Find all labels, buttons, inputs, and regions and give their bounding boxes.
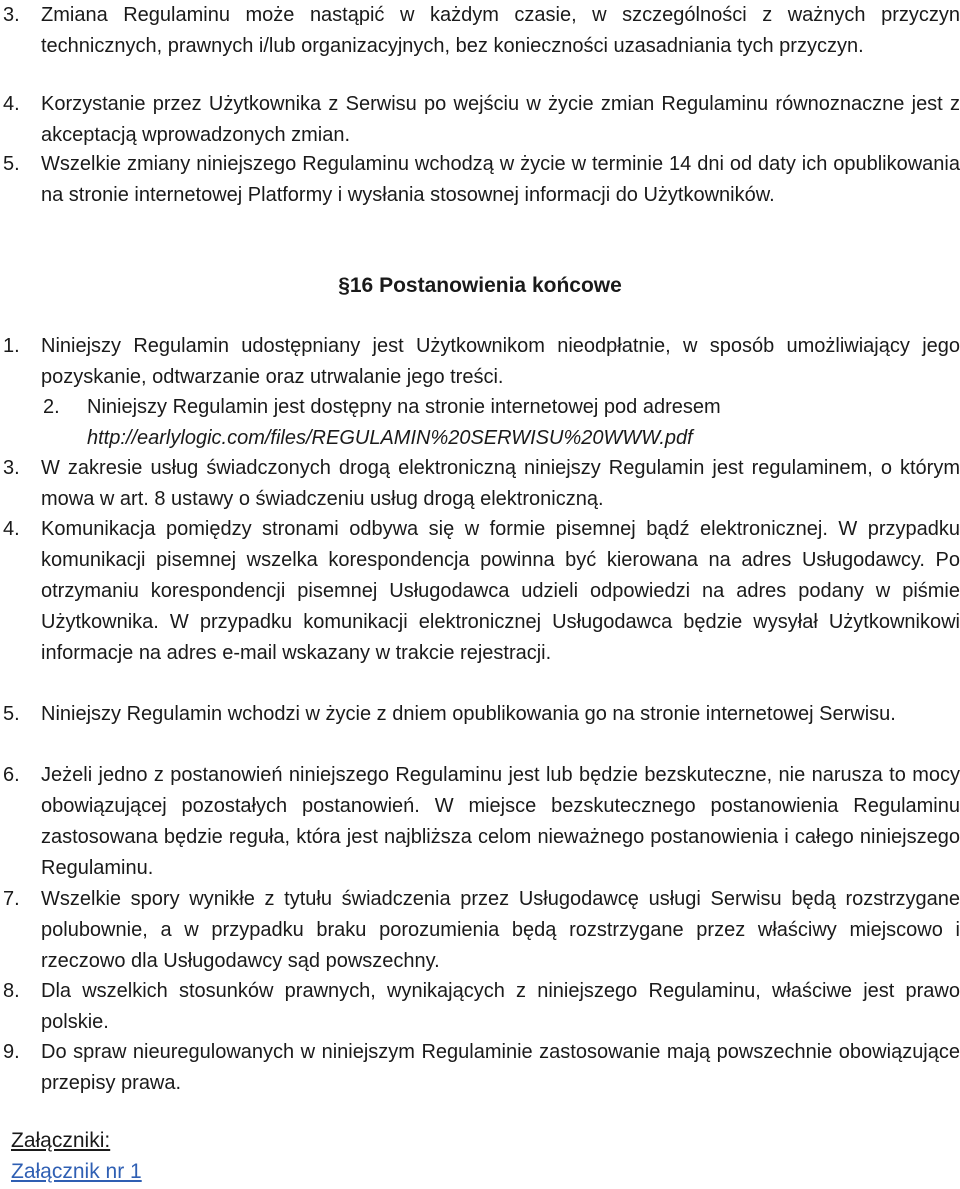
- list-item: [3, 1037, 960, 1099]
- list-item: [3, 699, 960, 730]
- item-number: 2.: [43, 396, 60, 418]
- item-number: 4.: [3, 518, 20, 540]
- list-item: [3, 331, 960, 393]
- regulamin-url: http://earlylogic.com/files/REGULAMIN%20SERWISU%20WWW.pdf: [87, 427, 693, 449]
- item-text: Korzystanie przez Użytkownika z Serwisu po wejściu w życie zmian Regulaminu równoznaczne jest z akceptacją wprowadzonych zmian.: [41, 93, 960, 146]
- list-item: [43, 392, 960, 454]
- attachments-label: Załączniki:: [11, 1129, 111, 1152]
- list-item: [3, 453, 960, 515]
- section-heading: §16 Postanowienia końcowe: [338, 274, 622, 297]
- list-item: [3, 89, 960, 151]
- item-number: 3.: [3, 457, 20, 479]
- list-item: [3, 884, 960, 977]
- item-text: Niniejszy Regulamin udostępniany jest Użytkownikom nieodpłatnie, w sposób umożliwiający jego pozyskanie, odtwarzanie oraz utrwalanie jego treści.: [41, 335, 960, 388]
- list-item: [3, 760, 960, 884]
- list-item: [3, 514, 960, 669]
- item-number: 3.: [3, 4, 20, 26]
- item-number: 5.: [3, 153, 20, 175]
- item-text: W zakresie usług świadczonych drogą elektroniczną niniejszy Regulamin jest regulaminem, o którym mowa w art. 8 ustawy o świadczeniu usług drogą elektroniczną.: [41, 457, 960, 510]
- list-item: [3, 149, 960, 211]
- attachment-link[interactable]: Załącznik nr 1: [11, 1160, 142, 1183]
- list-item: [3, 976, 960, 1038]
- item-text-wrap: [87, 392, 960, 454]
- list-item: [3, 0, 960, 62]
- item-text: Niniejszy Regulamin wchodzi w życie z dniem opublikowania go na stronie internetowej Serwisu.: [41, 703, 896, 725]
- item-text: Komunikacja pomiędzy stronami odbywa się w formie pisemnej bądź elektronicznej. W przypadku komunikacji pisemnej wszelka korespondencja powinna być kierowana na adres Usługodawcy. Po otrzymaniu korespondencji pisemnej Usługodawca udzieli odpowiedzi na adres podany w piśmie Użytkownika. W przypadku komunikacji elektronicznej Usługodawca będzie wysyłał Użytkownikowi informacje na adres e-mail wskazany w trakcie rejestracji.: [41, 518, 960, 664]
- item-text: Do spraw nieuregulowanych w niniejszym Regulaminie zastosowanie mają powszechnie obowiązujące przepisy prawa.: [41, 1041, 960, 1094]
- item-number: 5.: [3, 703, 20, 725]
- item-number: 1.: [3, 335, 20, 357]
- item-number: 6.: [3, 764, 20, 786]
- item-text: Wszelkie zmiany niniejszego Regulaminu wchodzą w życie w terminie 14 dni od daty ich opublikowania na stronie internetowej Platformy i wysłania stosownej informacji do Użytkowników.: [41, 153, 960, 206]
- item-number: 8.: [3, 980, 20, 1002]
- item-text: Zmiana Regulaminu może nastąpić w każdym czasie, w szczególności z ważnych przyczyn technicznych, prawnych i/lub organizacyjnych, bez konieczności uzasadniania tych przyczyn.: [41, 4, 960, 57]
- item-text: Wszelkie spory wynikłe z tytułu świadczenia przez Usługodawcę usługi Serwisu będą rozstrzygane polubownie, a w przypadku braku porozumienia będą rozstrzygane przez właściwy miejscowo i rzeczowo dla Usługodawcy sąd powszechny.: [41, 888, 960, 972]
- item-text: Niniejszy Regulamin jest dostępny na stronie internetowej pod adresem: [87, 396, 721, 418]
- item-text: Dla wszelkich stosunków prawnych, wynikających z niniejszego Regulaminu, właściwe jest prawo polskie.: [41, 980, 960, 1033]
- item-number: 9.: [3, 1041, 20, 1063]
- item-number: 4.: [3, 93, 20, 115]
- item-text: Jeżeli jedno z postanowień niniejszego Regulaminu jest lub będzie bezskuteczne, nie narusza to mocy obowiązującej pozostałych postanowień. W miejsce bezskutecznego postanowienia Regulaminu zastosowana będzie reguła, która jest najbliższa celom nieważnego postanowienia i całego niniejszego Regulaminu.: [41, 764, 960, 879]
- item-number: 7.: [3, 888, 20, 910]
